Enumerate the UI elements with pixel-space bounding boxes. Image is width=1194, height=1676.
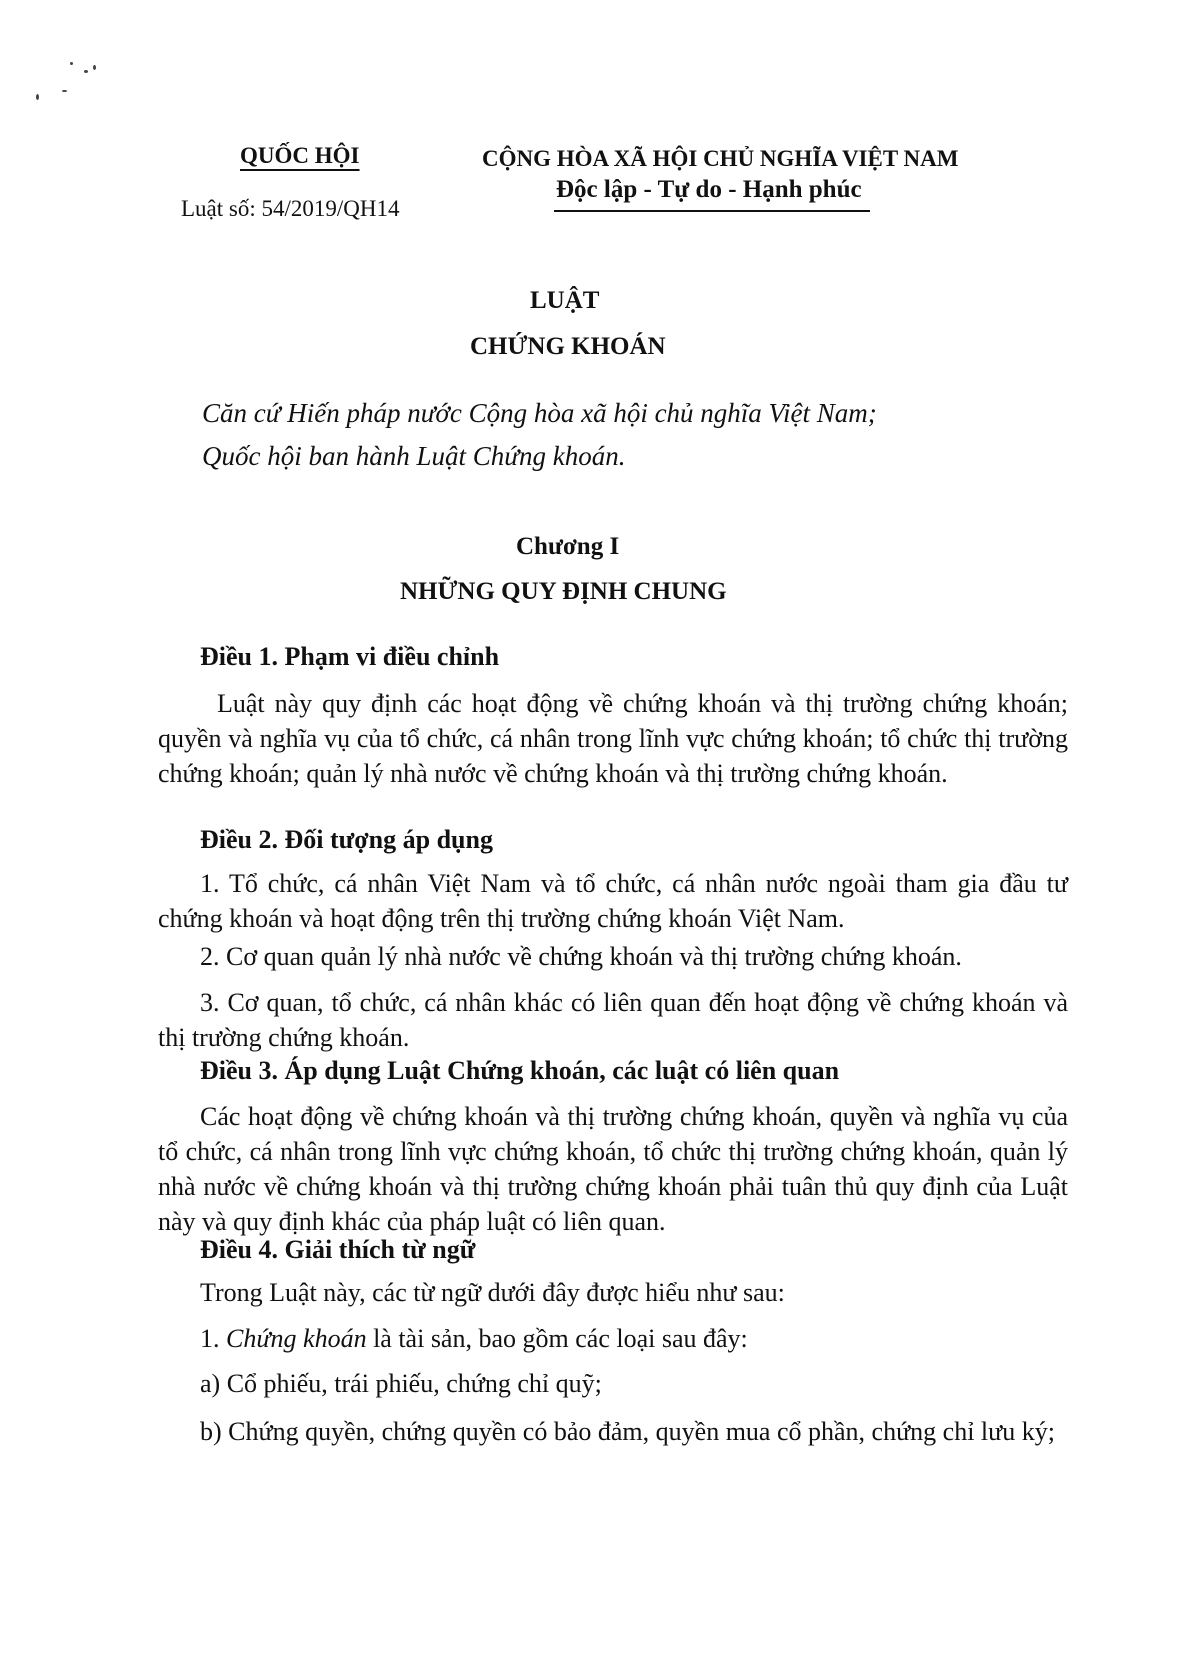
article-intro: Trong Luật này, các từ ngữ dưới đây được hiểu như sau: [200, 1278, 785, 1307]
doc-title-line2: CHỨNG KHOÁN [470, 333, 666, 360]
definition-item-1 [200, 1324, 748, 1354]
article-paragraph: 2. Cơ quan quản lý nhà nước về chứng khoán và thị trường chứng khoán. [200, 942, 962, 971]
definition-number: 1. [200, 1324, 226, 1353]
motto-underline [554, 210, 870, 212]
article-heading: Điều 2. Đối tượng áp dụng [200, 825, 493, 854]
article-paragraph: Các hoạt động về chứng khoán và thị trường chứng khoán, quyền và nghĩa vụ của tổ chức, cá nhân trong lĩnh vực chứng khoán, tổ chức thị trường chứng khoán, quản lý nhà nước về chứng khoán và thị trường chứng khoán phải tuân thủ quy định của Luật này và quy định khác của pháp luật có liên quan. [158, 1102, 1068, 1236]
scan-mark [62, 90, 67, 92]
country-name: CỘNG HÒA XÃ HỘI CHỦ NGHĨA VIỆT NAM [482, 146, 959, 171]
definition-item-a: a) Cổ phiếu, trái phiếu, chứng chỉ quỹ; [200, 1369, 602, 1398]
scan-mark [70, 62, 73, 65]
article-heading: Điều 4. Giải thích từ ngữ [200, 1235, 476, 1264]
definition-text: là tài sản, bao gồm các loại sau đây: [366, 1324, 748, 1353]
chapter-name: NHỮNG QUY ĐỊNH CHUNG [400, 578, 727, 605]
article-heading: Điều 3. Áp dụng Luật Chứng khoán, các luật có liên quan [200, 1056, 840, 1085]
article-heading: Điều 1. Phạm vi điều chỉnh [200, 642, 500, 671]
preamble-line2: Quốc hội ban hành Luật Chứng khoán. [202, 441, 626, 471]
doc-title-line1: LUẬT [530, 287, 600, 314]
law-number: Luật số: 54/2019/QH14 [181, 196, 400, 221]
article-paragraph: 1. Tổ chức, cá nhân Việt Nam và tổ chức, cá nhân nước ngoài tham gia đầu tư chứng khoán và hoạt động trên thị trường chứng khoán Việt Nam. [158, 869, 1068, 933]
scan-mark [36, 94, 39, 100]
chapter-number: Chương I [516, 533, 620, 560]
agency-name: QUỐC HỘI [240, 143, 360, 168]
defined-term: Chứng khoán [226, 1324, 367, 1353]
scan-mark [84, 70, 88, 73]
scan-mark [93, 65, 96, 70]
preamble-line1: Căn cứ Hiến pháp nước Cộng hòa xã hội chủ nghĩa Việt Nam; [202, 398, 877, 428]
article-paragraph: Luật này quy định các hoạt động về chứng khoán và thị trường chứng khoán; quyền và nghĩa vụ của tổ chức, cá nhân trong lĩnh vực chứng khoán; tổ chức thị trường chứng khoán; quản lý nhà nước về chứng khoán và thị trường chứng khoán. [158, 689, 1068, 788]
motto: Độc lập - Tự do - Hạnh phúc [556, 176, 862, 203]
article-paragraph: 3. Cơ quan, tổ chức, cá nhân khác có liên quan đến hoạt động về chứng khoán và thị trường chứng khoán. [158, 988, 1068, 1052]
definition-item-b: b) Chứng quyền, chứng quyền có bảo đảm, quyền mua cổ phần, chứng chỉ lưu ký; [200, 1417, 1055, 1446]
